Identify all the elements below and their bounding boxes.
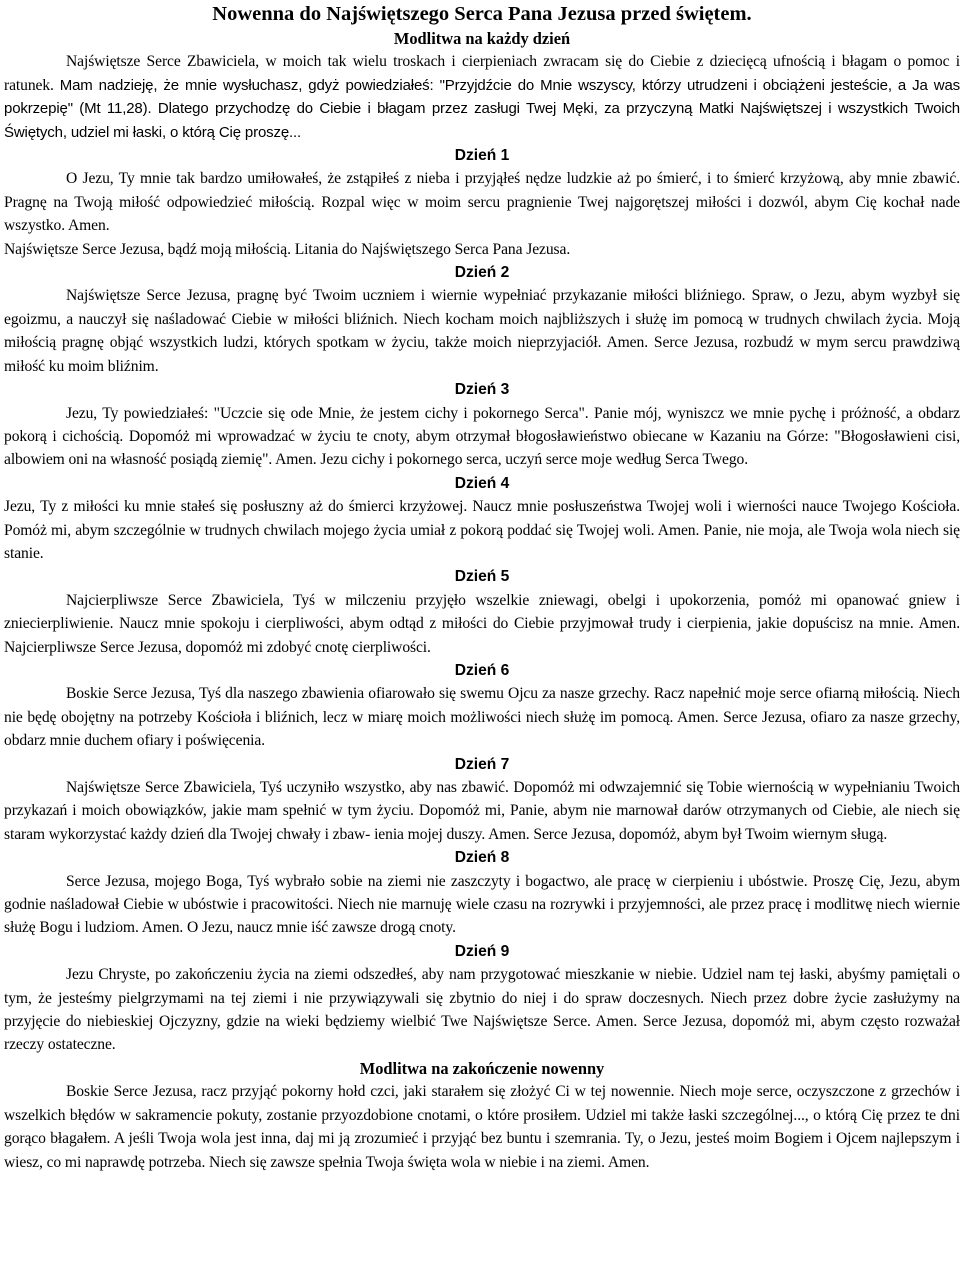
day-8-text: Serce Jezusa, mojego Boga, Tyś wybrało sobie na ziemi nie zaszczyty i bogactwo, ale pracę w cierpieniu i ubóstwie. Proszę Cię, Jezu, abym godnie naśladował Ciebie w ubóstwie i pracowitości. Niech nie marnuję wiele czasu na rozrywki i przyjemności, ale przez pracę i modlitwę niech wiernie służę Bogu i ludziom. Amen. O Jezu, naucz mnie iść zawsze drogą cnoty. — [4, 872, 960, 937]
day-9-text: Jezu Chryste, po zakończeniu życia na ziemi odszedłeś, aby nam przygotować mieszkanie w niebie. Udziel nam tej łaski, abyśmy pamiętali o tym, że jesteśmy pielgrzymami na tej ziemi i nie przywiązywali się zbytnio do niej i do spraw doczesnych. Niech przez dobre życie zasłużymy na przyjęcie do niebieskiej Ojczyzny, gdzie na wieki będziemy wielbić Twe Najświętsze Serce. Amen. Serce Jezusa, dopomóż mi, abym często rozważał rzeczy ostateczne. — [4, 966, 960, 1054]
day-2-heading: Dzień 2 — [454, 264, 510, 282]
day-1-closing: Najświętsze Serce Jezusa, bądź moją miłością. Litania do Najświętszego Serca Pana Jezusa. — [4, 240, 571, 258]
final-prayer-heading: Modlitwa na zakończenie nowenny — [359, 1058, 605, 1078]
daily-prayer-text — [4, 50, 960, 144]
day-1-text: O Jezu, Ty mnie tak bardzo umiłowałeś, że zstąpiłeś z nieba i przyjąłeś nędze ludzkie aż po śmierć, i to śmierć krzyżową, aby mnie zbawić. Pragnę na Twoją miłość odpowiedzieć miłością. Rozpal więc w moim sercu pragnienie Twej najgorętszej miłości i dozwól, abym Cię kochał nade wszystko. Amen. — [4, 170, 960, 235]
daily-prayer-text-part2: Mam nadzieję, że mnie wysłuchasz, gdyż powiedziałeś: "Przyjdźcie do Mnie wszyscy, którzy utrudzeni i obciążeni jesteście, a Ja was pokrzepię" (Mt 11,28). Dlatego przychodzę do Ciebie i błagam przez zasługi Twej Męki, za przyczyną Matki Najświętszej i wszystkich Twoich Świętych, udziel mi łaski, o którą Cię proszę... — [4, 76, 960, 141]
day-4-heading: Dzień 4 — [454, 474, 510, 492]
day-7-heading: Dzień 7 — [454, 755, 510, 773]
day-9-heading: Dzień 9 — [454, 942, 510, 960]
day-6-heading: Dzień 6 — [454, 661, 510, 679]
day-8-heading: Dzień 8 — [454, 849, 510, 867]
day-5-heading: Dzień 5 — [454, 568, 510, 586]
final-prayer-text: Boskie Serce Jezusa, racz przyjąć pokorny hołd czci, jaki starałem się złożyć Ci w tej nowennie. Niech moje serce, oczyszczone z grzechów i wszelkich błędów w sakramencie pokuty, zostanie przyozdobione cnotami, o które prosiłem. Udziel mi także łaski szczególnej..., o którą Cię przez te dni gorąco błagałem. A jeśli Twoja wola jest inna, daj mi ją zrozumieć i przyjąć bez buntu i szemrania. Ty, o Jezu, jesteś moim Bogiem i Ojcem najlepszym i wiesz, co mi naprawdę potrzeba. Niech się zawsze spełnia Twoja święta wola w niebie i na ziemi. Amen. — [4, 1083, 960, 1171]
daily-prayer-text-part1: Najświętsze Serce Zbawiciela, w moich tak wielu troskach i cierpieniach zwracam się do Ciebie z dziecięcą ufnością i błagam o pomoc i ratunek. — [4, 53, 960, 94]
day-6-text: Boskie Serce Jezusa, Tyś dla naszego zbawienia ofiarowało się swemu Ojcu za nasze grzechy. Racz napełnić moje serce ofiarną miłością. Niech nie będę obojętny na potrzeby Kościoła i bliźnich, lecz w miarę moich możliwości niech służę im pomocą. Amen. Serce Jezusa, ofiaro za nasze grzechy, obdarz mnie duchem ofiary i poświęcenia. — [4, 685, 960, 750]
day-2-text: Najświętsze Serce Jezusa, pragnę być Twoim uczniem i wiernie wypełniać przykazanie miłości bliźniego. Spraw, o Jezu, abym wyzbył się egoizmu, a nauczył się naśladować Ciebie w miłości bliźnich. Niech kocham moich najbliższych i służę im pomocą w trudnych chwilach życia. Moją miłością pragnę objąć wszystkich ludzi, których spotkam w życiu, także moich nieprzyjaciół. Amen. Serce Jezusa, rozbudź w mym sercu prawdziwą miłość ku moim bliźnim. — [4, 287, 960, 375]
document-title: Nowenna do Najświętszego Serca Pana Jezusa przed świętem. — [212, 3, 752, 25]
day-4-text: Jezu, Ty z miłości ku mnie stałeś się posłuszny aż do śmierci krzyżowej. Naucz mnie posłuszeństwa Twojej woli i wierności nauce Twojego Kościoła. Pomóż mi, abym szczególnie w trudnych chwilach mojego życia umiał z pokorą poddać się Twojej woli. Amen. Panie, nie moja, ale Twoja wola niech się stanie. — [4, 498, 960, 562]
daily-prayer-heading: Modlitwa na każdy dzień — [393, 29, 571, 48]
day-7-text: Najświętsze Serce Zbawiciela, Tyś uczyniło wszystko, aby nas zbawić. Dopomóż mi odwzajemnić się Tobie wiernością w wypełnianiu Twoich przykazań i moich obowiązków, jakie mam spełnić w tym życiu. Dopomóż mi, Panie, abym nie marnował darów otrzymanych od Ciebie, ale niech się staram wykorzystać każdy dzień dla Twojej chwały i zbaw- ienia mojej duszy. Amen. Serce Jezusa, dopomóż, abym był Twoim wiernym sługą. — [4, 779, 960, 843]
day-3-heading: Dzień 3 — [454, 381, 510, 399]
day-3-text: Jezu, Ty powiedziałeś: "Uczcie się ode Mnie, że jestem cichy i pokornego Serca". Panie mój, wyniszcz we mnie pychę i próżność, a obdarz pokorą i cichością. Dopomóż mi wprowadzać w życiu te cnoty, abym otrzymał błogosławieństwo obiecane w Kazaniu na Górze: "Błogosławieni cisi, albowiem oni na własność posiądą ziemię". Amen. Jezu cichy i pokornego serca, uczyń serce moje według Serca Twego. — [4, 404, 960, 469]
day-1-heading: Dzień 1 — [454, 147, 510, 165]
day-5-text: Najcierpliwsze Serce Zbawiciela, Tyś w milczeniu przyjęło wszelkie zniewagi, obelgi i upokorzenia, pomóż mi opanować gniew i zniecierpliwienie. Naucz mnie spokoju i cierpliwości, abym odtąd z miłości do Ciebie przyjmował trudy i cierpienia, jakie dopuścisz na mnie. Amen. Najcierpliwsze Serce Jezusa, dopomóż mi zdobyć cnotę cierpliwości. — [4, 591, 960, 656]
